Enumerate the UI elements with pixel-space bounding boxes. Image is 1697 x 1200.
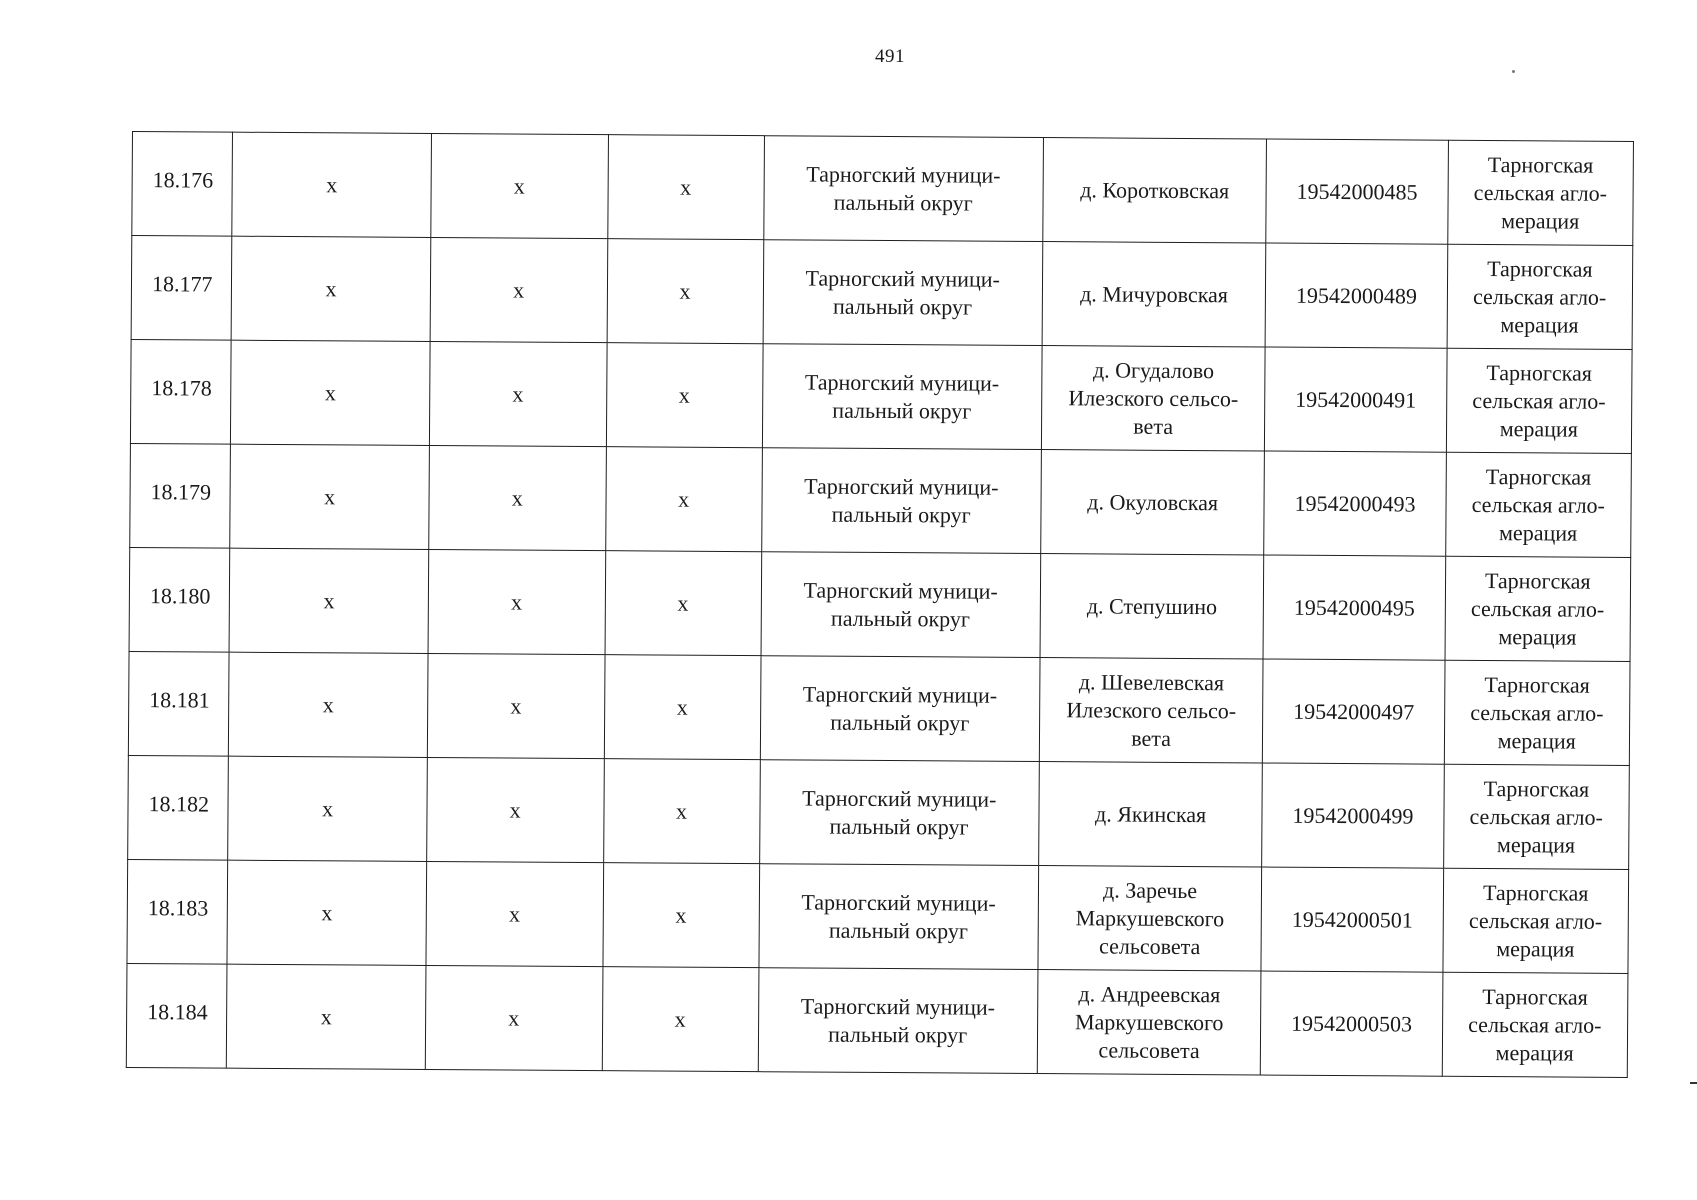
agglomeration-cell-line: сельская агло-: [1469, 803, 1603, 830]
district-cell-line: Тарногский муници-: [805, 264, 1000, 292]
district-cell-line: пальный округ: [829, 813, 969, 840]
district-cell-line: пальный округ: [830, 605, 971, 632]
oktmo-code-cell: 19542000495: [1263, 555, 1445, 660]
district-cell-line: Тарногский муници-: [801, 888, 996, 916]
oktmo-code-cell: 19542000501: [1261, 867, 1443, 972]
district-cell-line: Тарногский муници-: [802, 680, 998, 708]
mark-cell: х: [607, 135, 764, 240]
settlement-cell: [1041, 346, 1265, 451]
mark-cell: х: [427, 757, 604, 862]
district-cell: [759, 864, 1039, 970]
mark-cell: х: [604, 655, 761, 760]
agglomeration-cell-line: Тарногская: [1484, 671, 1590, 698]
page-number: 491: [875, 46, 905, 67]
agglomeration-cell-line: Тарногская: [1485, 463, 1592, 490]
mark-cell: х: [602, 967, 759, 1072]
agglomeration-cell: [1445, 452, 1631, 557]
settlement-cell-line: д. Заречье: [1102, 876, 1198, 903]
district-cell-line: пальный округ: [833, 189, 973, 216]
agglomeration-cell-line: мерация: [1500, 311, 1579, 338]
oktmo-code-cell: 19542000489: [1266, 243, 1448, 348]
mark-cell: х: [430, 237, 607, 342]
agglomeration-cell: [1447, 140, 1633, 245]
settlement-cell-line: сельсовета: [1098, 1036, 1200, 1063]
district-cell-line: пальный округ: [832, 397, 972, 424]
agglomeration-cell-line: сельская агло-: [1472, 387, 1606, 414]
agglomeration-cell-line: мерация: [1501, 207, 1580, 234]
district-cell: [759, 760, 1039, 866]
agglomeration-cell-line: мерация: [1497, 727, 1576, 754]
agglomeration-cell-line: мерация: [1496, 935, 1575, 962]
settlement-cell-line: д. Коротковская: [1080, 176, 1230, 203]
mark-cell: х: [607, 239, 764, 344]
mark-cell: х: [603, 863, 760, 968]
district-cell-line: пальный округ: [828, 917, 968, 944]
table-row: [128, 755, 1630, 869]
settlement-cell: [1040, 554, 1264, 659]
table-row: [132, 132, 1634, 246]
settlement-cell-line: Илезского сельсо-: [1068, 384, 1239, 411]
agglomeration-cell: [1443, 764, 1629, 869]
district-cell-line: Тарногский муници-: [806, 160, 1001, 188]
agglomeration-cell-line: сельская агло-: [1470, 595, 1605, 622]
district-cell-line: пальный округ: [828, 1021, 968, 1048]
settlement-cell-line: Маркушевского: [1074, 1008, 1224, 1035]
agglomeration-cell-line: Тарногская: [1484, 567, 1591, 594]
row-number-cell: 18.178: [130, 339, 231, 444]
agglomeration-cell: [1442, 972, 1628, 1077]
oktmo-code-cell: 19542000497: [1263, 659, 1445, 764]
mark-cell: х: [231, 340, 430, 445]
district-cell-line: пальный округ: [831, 501, 971, 528]
district-cell: [758, 968, 1038, 1074]
row-number-cell: 18.184: [126, 963, 227, 1068]
agglomeration-cell-line: мерация: [1498, 623, 1577, 650]
mark-cell: х: [427, 653, 604, 758]
district-cell-line: Тарногский муници-: [802, 784, 997, 812]
settlements-table: [126, 131, 1634, 1078]
settlements-table-wrapper: [126, 131, 1634, 1078]
settlement-cell: [1039, 658, 1263, 763]
mark-cell: х: [605, 551, 762, 656]
settlement-cell: [1037, 970, 1261, 1075]
agglomeration-cell-line: сельская агло-: [1468, 1011, 1602, 1038]
agglomeration-cell-line: Тарногская: [1487, 255, 1593, 282]
mark-cell: х: [227, 964, 426, 1069]
district-cell: [763, 136, 1043, 242]
table-body: [126, 132, 1633, 1078]
settlement-cell-line: д. Степушино: [1086, 592, 1218, 619]
table-row: [129, 547, 1631, 661]
table-row: [128, 651, 1630, 765]
mark-cell: х: [229, 652, 428, 757]
agglomeration-cell-line: Тарногская: [1486, 359, 1592, 386]
district-cell-line: пальный округ: [830, 709, 970, 736]
mark-cell: х: [428, 549, 605, 654]
settlement-cell-line: вета: [1131, 725, 1172, 751]
row-number-cell: 18.177: [131, 236, 232, 341]
oktmo-code-cell: 19542000499: [1262, 763, 1444, 868]
settlement-cell-line: д. Якинская: [1094, 800, 1207, 827]
agglomeration-cell-line: Тарногская: [1482, 983, 1588, 1010]
table-row: [131, 236, 1633, 350]
mark-cell: х: [231, 236, 430, 341]
agglomeration-cell-line: Тарногская: [1487, 151, 1594, 178]
agglomeration-cell-line: мерация: [1495, 1039, 1574, 1066]
agglomeration-cell: [1442, 868, 1628, 973]
district-cell-line: Тарногский муници-: [800, 992, 996, 1020]
agglomeration-cell-line: мерация: [1496, 831, 1576, 858]
settlement-cell-line: д. Окуловская: [1087, 488, 1219, 515]
agglomeration-cell-line: сельская агло-: [1470, 699, 1604, 726]
settlement-cell: [1043, 138, 1267, 243]
settlement-cell: [1038, 866, 1262, 971]
mark-cell: х: [429, 341, 606, 446]
settlement-cell: [1038, 762, 1262, 867]
settlement-cell: [1042, 242, 1266, 347]
district-cell: [761, 552, 1041, 658]
table-row: [130, 339, 1632, 453]
settlement-cell-line: Маркушевского: [1075, 904, 1225, 931]
mark-cell: х: [429, 445, 606, 550]
agglomeration-cell: [1445, 556, 1631, 661]
row-number-cell: 18.182: [128, 755, 229, 860]
agglomeration-cell-line: Тарногская: [1482, 879, 1589, 906]
agglomeration-cell-line: сельская агло-: [1468, 907, 1603, 934]
scan-speck: [1512, 70, 1515, 73]
agglomeration-cell-line: мерация: [1499, 415, 1578, 442]
settlement-cell-line: д. Шевелевская: [1078, 668, 1225, 695]
district-cell-line: Тарногский муници-: [803, 576, 998, 604]
mark-cell: х: [229, 548, 428, 653]
mark-cell: х: [431, 133, 608, 238]
district-cell: [761, 448, 1041, 554]
district-cell: [762, 344, 1042, 450]
agglomeration-cell: [1446, 348, 1632, 453]
settlement-cell-line: д. Андреевская: [1078, 980, 1221, 1007]
table-row: [127, 859, 1629, 973]
district-cell: [760, 656, 1040, 762]
agglomeration-cell-line: сельская агло-: [1472, 283, 1607, 310]
mark-cell: х: [228, 756, 427, 861]
district-cell: [763, 240, 1043, 346]
agglomeration-cell: [1447, 244, 1633, 349]
row-number-cell: 18.181: [128, 651, 229, 756]
mark-cell: х: [426, 861, 603, 966]
settlement-cell: [1041, 450, 1265, 555]
mark-cell: х: [227, 860, 426, 965]
row-number-cell: 18.183: [127, 859, 228, 964]
scan-edge-mark: [1690, 1082, 1697, 1084]
settlement-cell-line: д. Огудалово: [1092, 356, 1215, 383]
agglomeration-cell: [1444, 660, 1630, 765]
mark-cell: х: [606, 343, 763, 448]
district-cell-line: Тарногский муници-: [804, 472, 999, 500]
settlement-cell-line: вета: [1133, 413, 1174, 439]
oktmo-code-cell: 19542000485: [1266, 139, 1448, 244]
row-number-cell: 18.180: [129, 547, 230, 652]
agglomeration-cell-line: сельская агло-: [1473, 179, 1608, 206]
district-cell-line: Тарногский муници-: [804, 368, 1000, 396]
oktmo-code-cell: 19542000491: [1265, 347, 1447, 452]
table-row: [126, 963, 1628, 1077]
oktmo-code-cell: 19542000493: [1264, 451, 1446, 556]
row-number-cell: 18.179: [130, 443, 231, 548]
settlement-cell-line: Илезского сельсо-: [1066, 696, 1237, 723]
agglomeration-cell-line: сельская агло-: [1471, 491, 1606, 518]
mark-cell: х: [425, 965, 602, 1070]
district-cell-line: пальный округ: [832, 293, 973, 320]
agglomeration-cell-line: Тарногская: [1483, 775, 1590, 802]
agglomeration-cell-line: мерация: [1498, 519, 1578, 546]
mark-cell: х: [230, 444, 429, 549]
mark-cell: х: [603, 759, 760, 864]
settlement-cell-line: д. Мичуровская: [1080, 280, 1229, 307]
row-number-cell: 18.176: [132, 132, 233, 237]
table-row: [130, 443, 1632, 557]
mark-cell: х: [232, 132, 431, 237]
settlement-cell-line: сельсовета: [1099, 932, 1201, 959]
oktmo-code-cell: 19542000503: [1261, 971, 1443, 1076]
mark-cell: х: [605, 447, 762, 552]
